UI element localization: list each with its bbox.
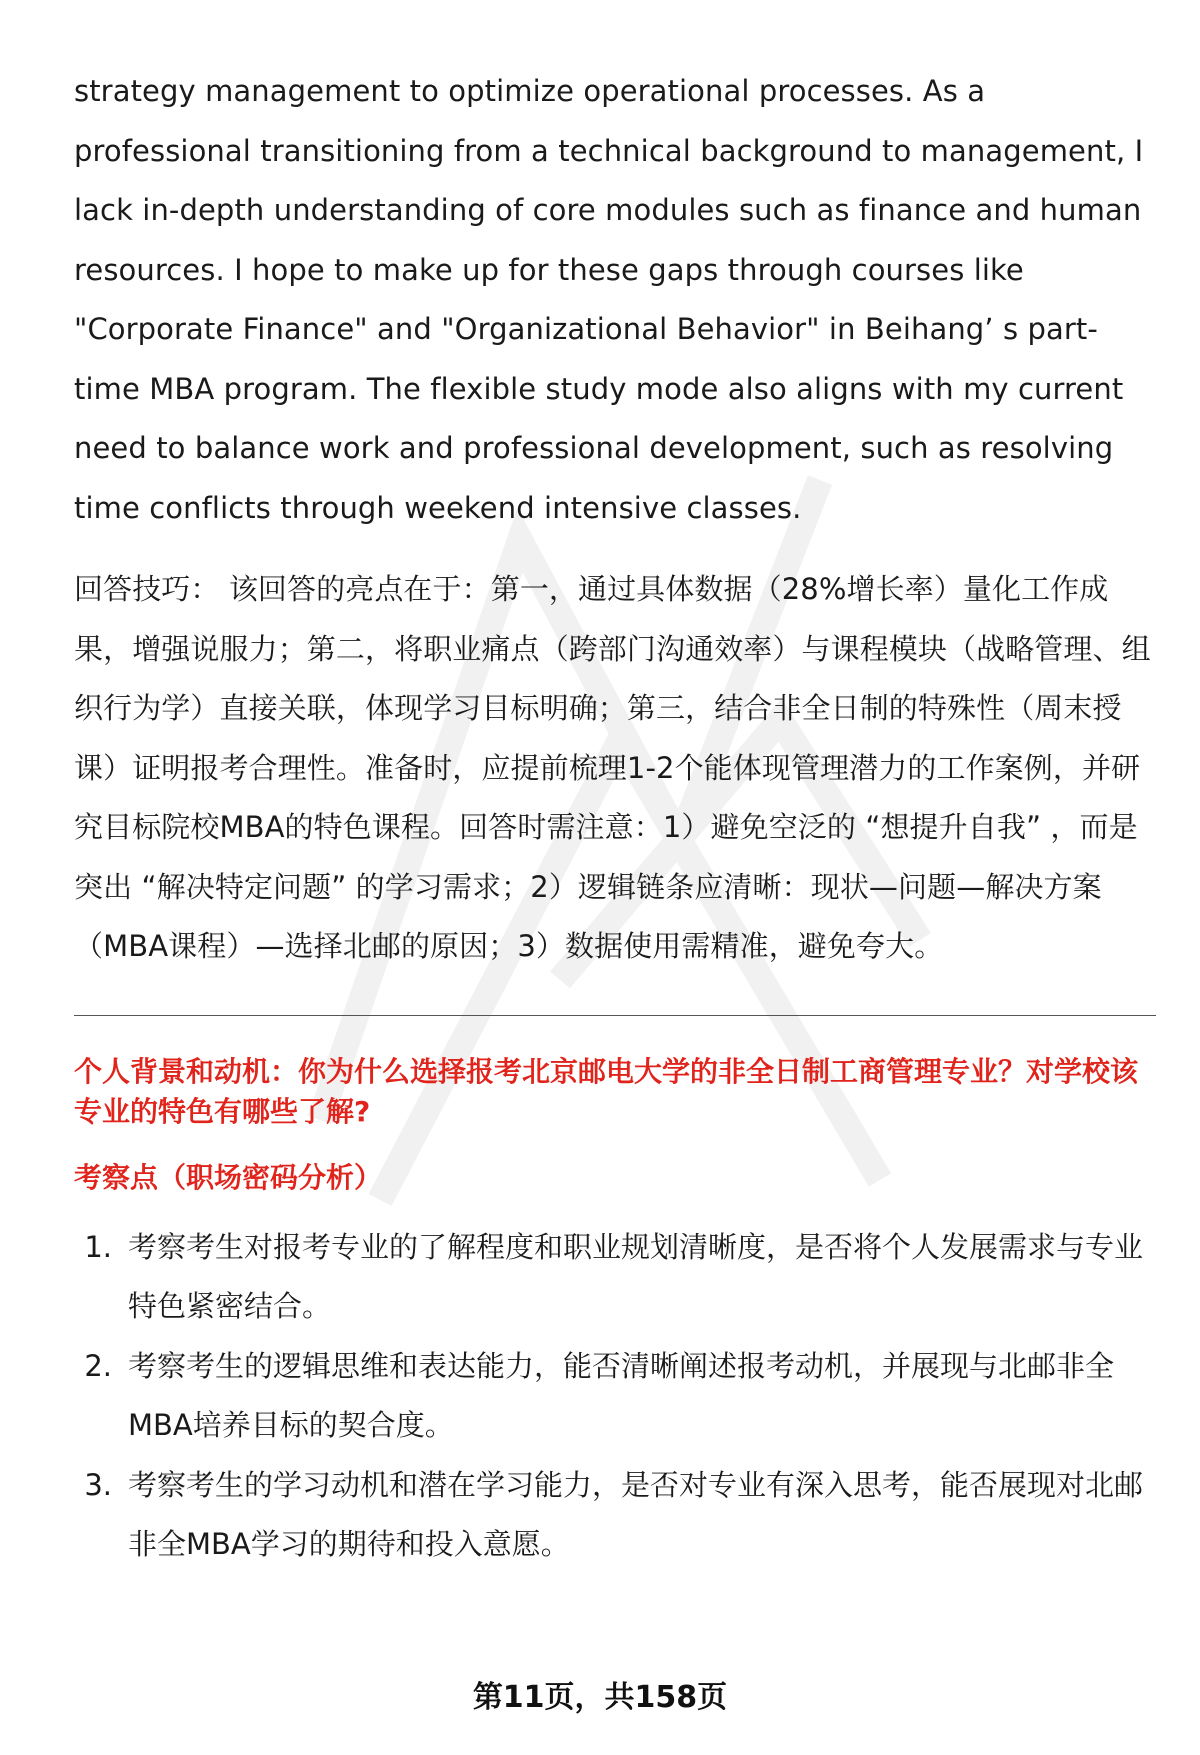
- list-item-text: 考察考生的逻辑思维和表达能力，能否清晰阐述报考动机，并展现与北邮非全MBA培养目标的契合度。: [128, 1348, 1115, 1442]
- divider: [74, 1015, 1156, 1016]
- list-item: [74, 1456, 1156, 1575]
- list-item-number: 3.: [84, 1467, 112, 1502]
- page-number-footer: 第11页，共158页: [472, 1680, 728, 1715]
- body-paragraph: strategy management to optimize operational processes. As a professional transitioning from a technical background to management, I lack in-depth understanding of core modules such as finance and human resources. I hope to make up for these gaps through courses like "Corporate Finance" and "Organizational Behavior" in Beihang’ s part-time MBA program. The flexible study mode also aligns with my current need to balance work and professional development, such as resolving time conflicts through weekend intensive classes.: [74, 74, 1144, 525]
- interview-question: 个人背景和动机：你为什么选择报考北京邮电大学的非全日制工商管理专业？对学校该专业的特色有哪些了解?: [74, 1054, 1139, 1128]
- section-title: 考察点（职场密码分析）: [74, 1160, 383, 1194]
- assessment-points-list: [74, 1218, 1156, 1575]
- list-item: [74, 1218, 1156, 1337]
- answer-tip-paragraph: 回答技巧： 该回答的亮点在于：第一，通过具体数据（28%增长率）量化工作成果，增强说服力；第二，将职业痛点（跨部门沟通效率）与课程模块（战略管理、组织行为学）直接关联，体现学习目标明确；第三，结合非全日制的特殊性（周末授课）证明报考合理性。准备时，应提前梳理1-2个能体现管理潜力的工作案例，并研究目标院校MBA的特色课程。回答时需注意：1）避免空泛的 “想提升自我” ，而是突出 “解决特定问题” 的学习需求；2）逻辑链条应清晰：现状—问题—解决方案（MBA课程）—选择北邮的原因；3）数据使用需精准，避免夸大。: [74, 572, 1151, 963]
- list-item-number: 2.: [84, 1348, 112, 1383]
- list-item-text: 考察考生的学习动机和潜在学习能力，是否对专业有深入思考，能否展现对北邮非全MBA学习的期待和投入意愿。: [128, 1467, 1144, 1561]
- list-item-text: 考察考生对报考专业的了解程度和职业规划清晰度，是否将个人发展需求与专业特色紧密结合。: [128, 1229, 1144, 1323]
- document-page: [74, 62, 1156, 1575]
- list-item-number: 1.: [84, 1229, 112, 1264]
- list-item: [74, 1337, 1156, 1456]
